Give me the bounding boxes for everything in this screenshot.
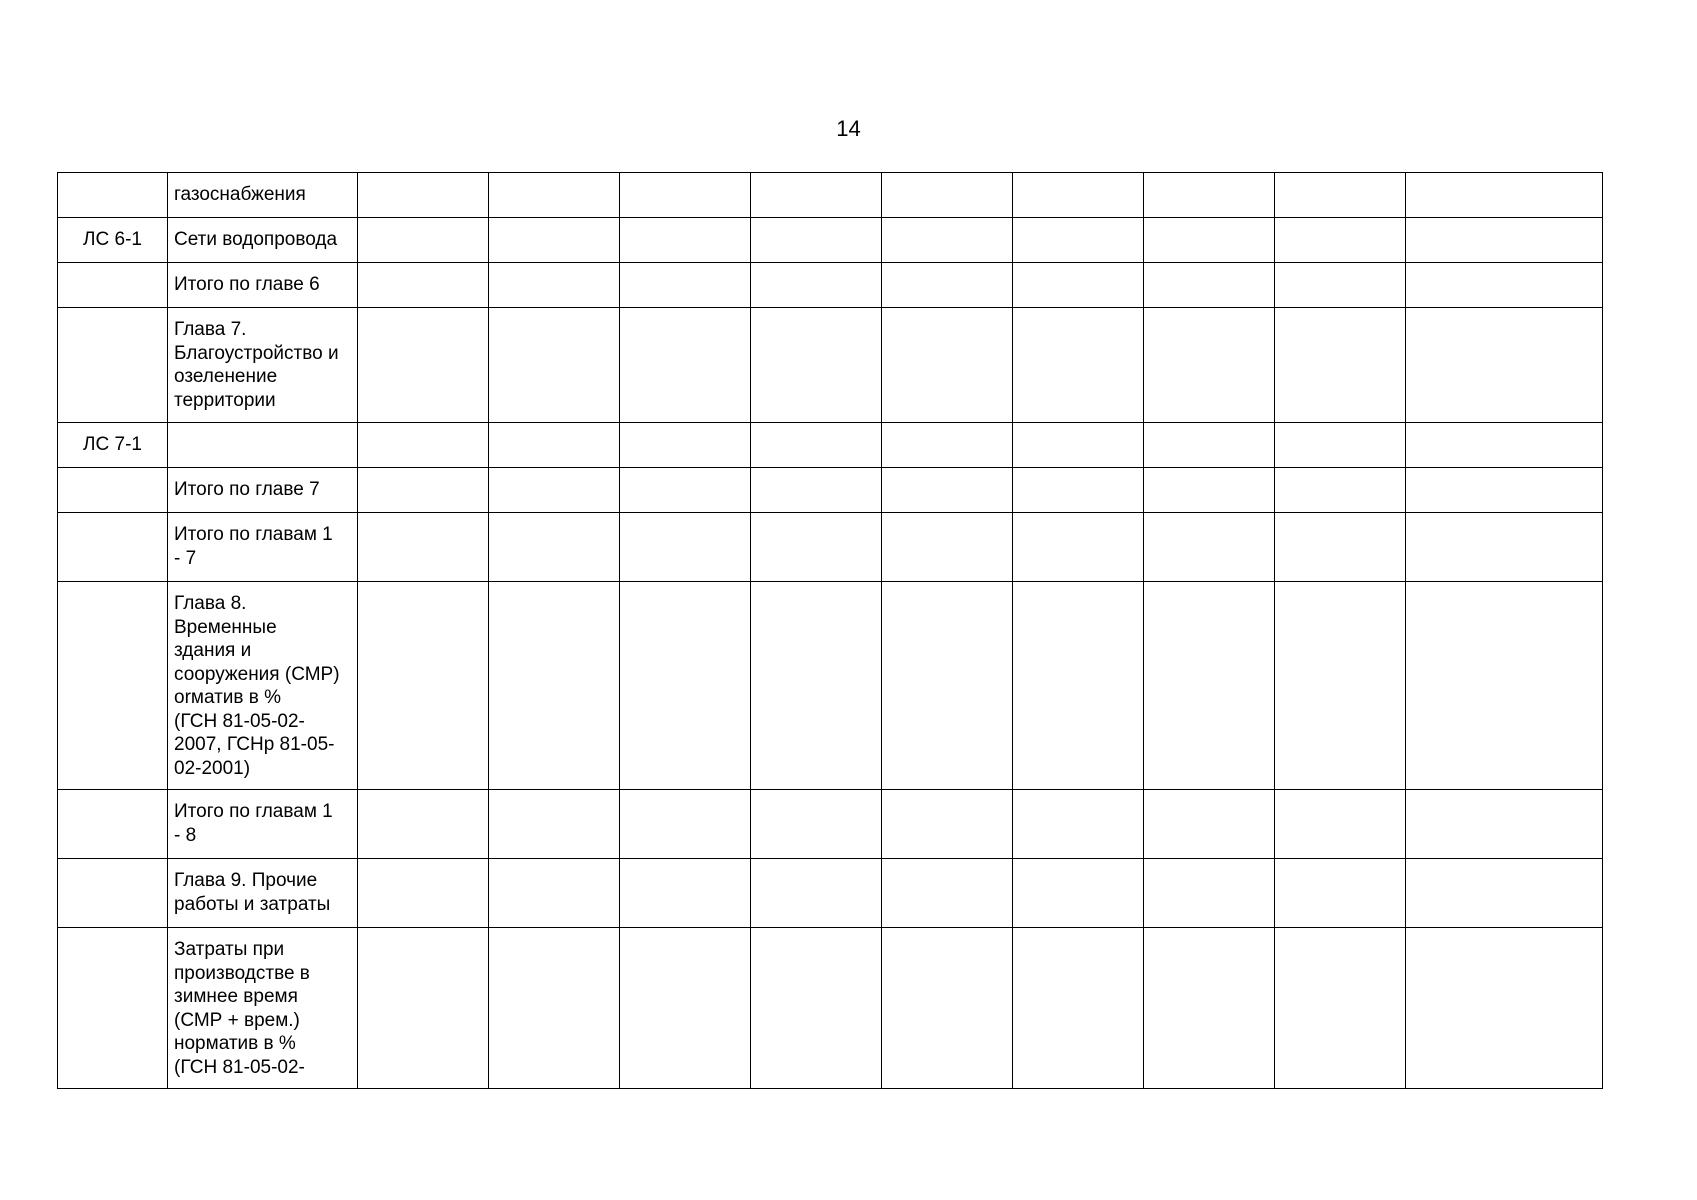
empty-cell [1406,173,1603,218]
empty-cell [1144,173,1275,218]
empty-cell [489,790,620,859]
empty-cell [358,790,489,859]
row-code-cell: ЛС 6-1 [58,218,168,263]
row-code-cell [58,308,168,423]
empty-cell [882,928,1013,1089]
empty-cell [1013,423,1144,468]
empty-cell [882,468,1013,513]
empty-cell [620,468,751,513]
empty-cell [751,218,882,263]
row-name-cell [168,423,358,468]
row-name-cell: газоснабжения [168,173,358,218]
empty-cell [882,859,1013,928]
row-code-cell: ЛС 7-1 [58,423,168,468]
empty-cell [1275,582,1406,790]
row-name-cell: Затраты при производстве в зимнее время (СМР + врем.) норматив в % (ГСН 81-05-02- [168,928,358,1089]
empty-cell [489,859,620,928]
empty-cell [1013,468,1144,513]
empty-cell [358,308,489,423]
table-body [58,173,1603,1089]
empty-cell [620,263,751,308]
empty-cell [1013,308,1144,423]
empty-cell [882,308,1013,423]
table-row [58,468,1603,513]
empty-cell [751,423,882,468]
table-row [58,928,1603,1089]
empty-cell [620,218,751,263]
empty-cell [1013,218,1144,263]
row-code-cell [58,928,168,1089]
empty-cell [1144,928,1275,1089]
row-code-cell [58,582,168,790]
empty-cell [1144,218,1275,263]
row-code-cell [58,173,168,218]
table-row [58,173,1603,218]
empty-cell [882,173,1013,218]
empty-cell [489,468,620,513]
empty-cell [882,790,1013,859]
row-code-cell [58,513,168,582]
empty-cell [358,423,489,468]
empty-cell [1013,263,1144,308]
empty-cell [1144,582,1275,790]
empty-cell [358,928,489,1089]
empty-cell [751,513,882,582]
row-code-cell [58,468,168,513]
empty-cell [1406,928,1603,1089]
empty-cell [882,423,1013,468]
empty-cell [1406,218,1603,263]
table-row [58,582,1603,790]
table-row [58,263,1603,308]
row-name-cell: Итого по главам 1 - 8 [168,790,358,859]
table-row [58,513,1603,582]
row-code-cell [58,859,168,928]
empty-cell [1406,263,1603,308]
empty-cell [1275,423,1406,468]
empty-cell [1406,582,1603,790]
table-row [58,859,1603,928]
empty-cell [620,928,751,1089]
table-row [58,423,1603,468]
empty-cell [1275,513,1406,582]
empty-cell [1275,468,1406,513]
empty-cell [358,468,489,513]
empty-cell [751,928,882,1089]
empty-cell [1144,423,1275,468]
empty-cell [1144,513,1275,582]
empty-cell [1144,859,1275,928]
table-row [58,790,1603,859]
empty-cell [489,218,620,263]
empty-cell [1275,218,1406,263]
empty-cell [358,859,489,928]
empty-cell [489,173,620,218]
empty-cell [620,582,751,790]
row-name-cell: Глава 9. Прочие работы и затраты [168,859,358,928]
empty-cell [620,790,751,859]
empty-cell [1013,859,1144,928]
empty-cell [882,513,1013,582]
empty-cell [882,582,1013,790]
row-name-cell: Итого по главе 7 [168,468,358,513]
empty-cell [1406,790,1603,859]
row-code-cell [58,790,168,859]
empty-cell [751,173,882,218]
empty-cell [1013,173,1144,218]
empty-cell [620,423,751,468]
empty-cell [489,423,620,468]
empty-cell [1275,928,1406,1089]
empty-cell [1144,468,1275,513]
empty-cell [1013,790,1144,859]
empty-cell [1406,859,1603,928]
empty-cell [1275,790,1406,859]
row-name-cell: Глава 7. Благоустройство и озеленение территории [168,308,358,423]
empty-cell [358,173,489,218]
empty-cell [882,263,1013,308]
empty-cell [751,790,882,859]
empty-cell [1144,790,1275,859]
empty-cell [489,582,620,790]
empty-cell [1275,859,1406,928]
empty-cell [1144,308,1275,423]
empty-cell [751,582,882,790]
empty-cell [751,468,882,513]
empty-cell [358,218,489,263]
empty-cell [620,513,751,582]
page-number: 14 [836,116,861,141]
empty-cell [751,859,882,928]
empty-cell [1406,468,1603,513]
row-name-cell: Итого по главам 1 - 7 [168,513,358,582]
empty-cell [620,859,751,928]
empty-cell [1275,263,1406,308]
empty-cell [489,308,620,423]
empty-cell [751,308,882,423]
empty-cell [1013,582,1144,790]
row-code-cell [58,263,168,308]
empty-cell [620,173,751,218]
empty-cell [358,582,489,790]
empty-cell [358,513,489,582]
row-name-cell: Глава 8. Временные здания и сооружения (СМР) orматив в % (ГСН 81-05-02- 2007, ГСНр 81-05- 02-2001) [168,582,358,790]
empty-cell [1144,263,1275,308]
row-name-cell: Сети водопровода [168,218,358,263]
empty-cell [489,928,620,1089]
empty-cell [489,513,620,582]
row-name-cell: Итого по главе 6 [168,263,358,308]
empty-cell [751,263,882,308]
empty-cell [1406,308,1603,423]
empty-cell [620,308,751,423]
empty-cell [1013,928,1144,1089]
table-row [58,218,1603,263]
estimate-table [57,172,1603,1089]
empty-cell [489,263,620,308]
empty-cell [1275,173,1406,218]
table-row [58,308,1603,423]
empty-cell [1406,513,1603,582]
empty-cell [358,263,489,308]
empty-cell [1275,308,1406,423]
empty-cell [1013,513,1144,582]
empty-cell [1406,423,1603,468]
empty-cell [882,218,1013,263]
